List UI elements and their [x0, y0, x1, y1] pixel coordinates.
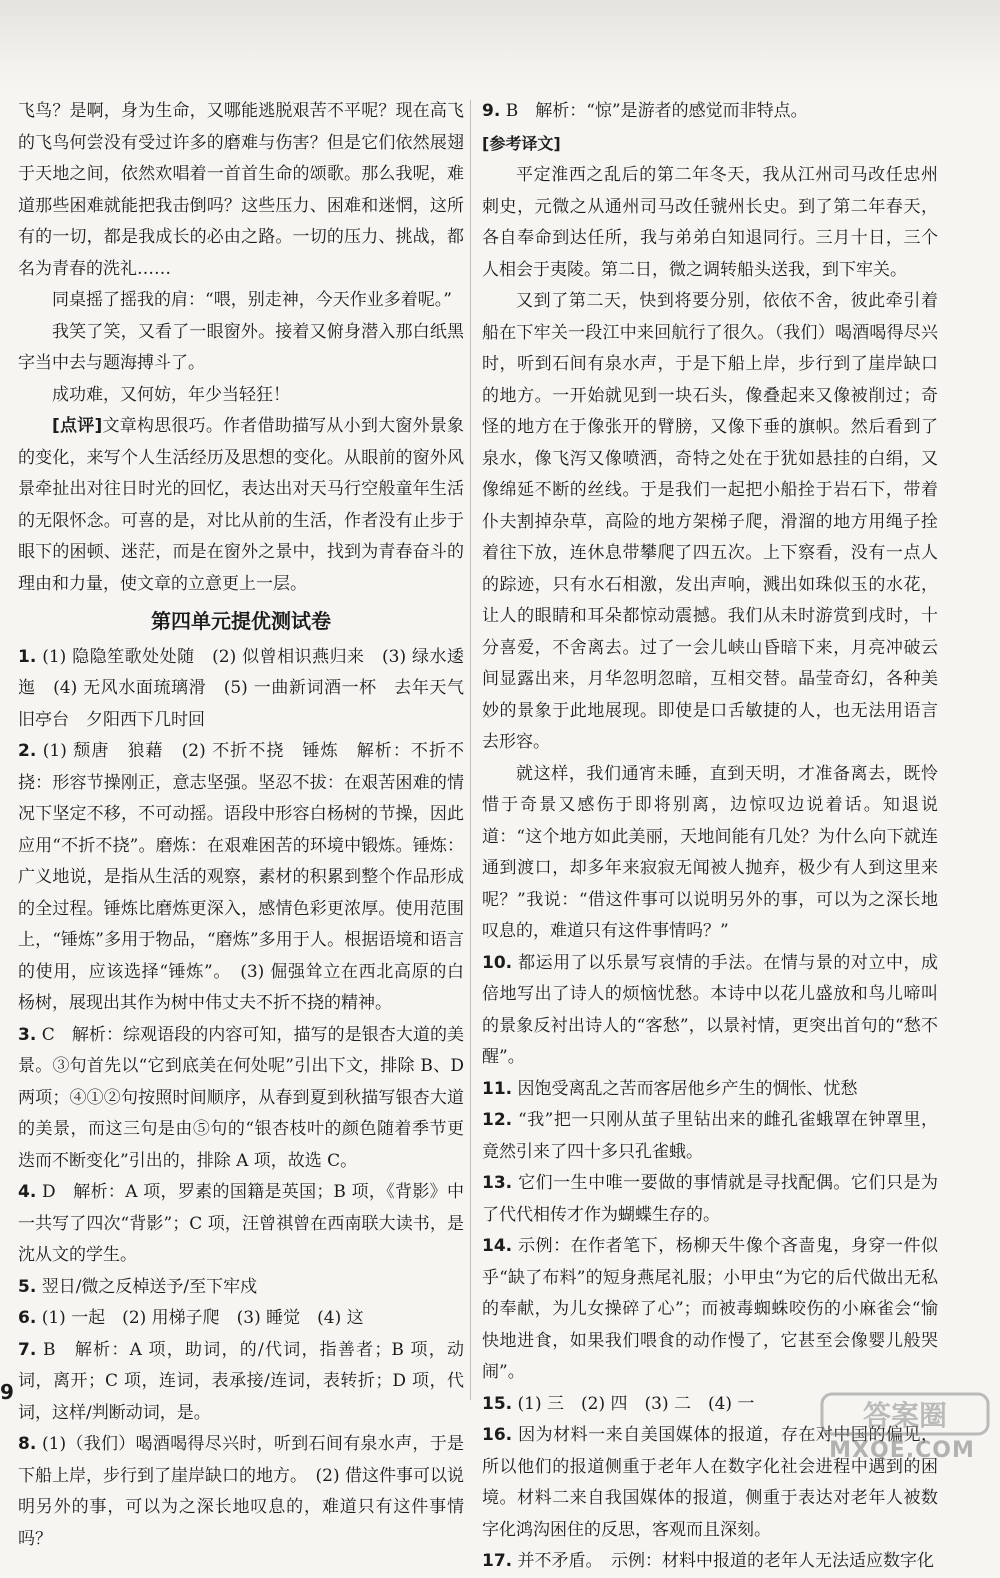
- question-number: 9.: [482, 101, 501, 121]
- section-title: 第四单元提优测试卷: [151, 609, 331, 633]
- essay-paragraph: 我笑了笑，又看了一眼窗外。接着又俯身潜入那白纸黑字当中去与题海搏斗了。: [18, 321, 464, 373]
- answer-text: 都运用了以乐景写哀情的手法。在情与景的对立中，成倍地写出了诗人的烦恼忧愁。本诗中以花儿盛放和鸟儿啼叫的景象反衬出诗人的“客愁”，以景衬情，更突出首句的“愁不醒”。: [482, 952, 939, 1067]
- answer-text: 翌日/微之反棹送予/至下牢戍: [41, 1276, 258, 1297]
- reference-translation-heading: [482, 128, 938, 161]
- question-number: 8.: [18, 1434, 37, 1454]
- comment-paragraph: [18, 411, 464, 600]
- answer-item: [482, 1231, 938, 1389]
- comment-text: 文章构思很巧。作者借助描写从小到大窗外景象的变化，来写个人生活经历及思想的变化。从眼前的窗外风景牵扯出对往日时光的回忆，表达出对天马行空般童年生活的无限怀念。可喜的是，对比从前的生活，作者没有止步于眼下的困顿、迷茫，而是在窗外之景中，找到为青春奋斗的理由和力量，使文章的立意更上一层。: [18, 416, 465, 594]
- watermark-logo-text: 答案圈: [862, 1399, 948, 1432]
- answer-text: 因为材料一来自美国媒体的报道，存在对中国的偏见，所以他们的报道侧重于老年人在数字化社会进程中遇到的困境。材料二来自我国媒体的报道，侧重于表达对老年人被数字化鸿沟困住的反思，客观而且深刻。: [482, 1425, 939, 1540]
- answer-item: [18, 642, 464, 737]
- page-top-shadow: [0, 0, 1000, 95]
- translation-paragraph: 平定淮西之乱后的第二年冬天，我从江州司马改任忠州刺史，元微之从通州司马改任虢州长史。到了第二年春天，各自奉命到达任所，我与弟弟白知退同行。三月十日，三个人相会于夷陵。第二日，微之调转船头送我，到下牢关。: [482, 165, 938, 280]
- left-column: [18, 96, 464, 1555]
- question-number: 11.: [482, 1078, 513, 1099]
- answer-text: (1)（我们）喝酒喝得尽兴时，听到石间有泉水声，于是下船上岸，步行到了崖岸缺口的地方。 (2) 借这件事可以说明另外的事，可以为之深长地叹息的，难道只有这件事情吗？: [18, 1434, 464, 1549]
- answer-text: 因饱受离乱之苦而客居他乡产生的惆怅、忧愁: [517, 1078, 858, 1099]
- column-divider: [470, 100, 471, 1400]
- answer-text: D 解析：A 项，罗素的国籍是英国；B 项，《背影》中一共写了四次“背影”；C 项，汪曾祺曾在西南联大读书，是沈从文的学生。: [18, 1182, 464, 1265]
- question-number: 6.: [18, 1308, 37, 1328]
- essay-paragraph: 飞鸟？是啊，身为生命，又哪能逃脱艰苦不平呢？现在高飞的飞鸟何尝没有受过许多的磨难与伤害？但是它们依然展翅于天地之间，依然欢唱着一首首生命的颂歌。那么我呢，难道那些困难就能把我击倒吗？这些压力、困难和迷惘，这所有的一切，都是我成长的必由之路。一切的压力、挑战，都名为青春的洗礼……: [18, 101, 464, 279]
- right-column: [482, 96, 938, 1578]
- answer-item: [482, 96, 938, 128]
- page-number: 9: [0, 1380, 14, 1404]
- answer-text: (1) 颓唐 狼藉 (2) 不折不挠 锤炼 解析：不折不挠：形容节操刚正，意志坚强。坚忍不拔：在艰苦困难的情况下坚定不移，不可动摇。语段中形容白杨树的节操，因此应用“不折不挠”。磨炼：在艰难困苦的环境中锻炼。锤炼：广义地说，是指从生活的观察，素材的积累到整个作品形成的全过程。锤炼比磨炼更深入，感情色彩更浓厚。使用范围上，“锤炼”多用于物品，“磨炼”多用于人。根据语境和语言的使用，应该选择“锤炼”。 (3) 倔强耸立在西北高原的白杨树，展现出其作为树中伟丈夫不折不挠的精神。: [18, 741, 465, 1013]
- question-number: 2.: [18, 741, 37, 761]
- translation-paragraph: 又到了第二天，快到将要分别，依依不舍，彼此牵引着船在下牢关一段江中来回航行了很久。（我们）喝酒喝得尽兴时，听到石间有泉水声，于是下船上岸，步行到了崖岸缺口的地方。一开始就见到一块石头，像叠起来又像被削过；奇怪的地方在于像张开的臂膀，又像下垂的旗帜。然后看到了泉水，像飞泻又像喷洒，奇特之处在于犹如悬挂的白绢，又像绵延不断的丝线。于是我们一起把小船拴于岩石下，带着仆夫割掉杂草，高险的地方架梯子爬，滑溜的地方用绳子拴着往下放，连休息带攀爬了四五次。上下察看，没有一点人的踪迹，只有水石相激，发出声响，溅出如珠似玉的水花，让人的眼睛和耳朵都惊动震撼。我们从未时游赏到戌时，十分喜爱，不舍离去。过了一会儿峡山昏暗下来，月亮冲破云间显露出来，月华忽明忽暗，互相交替。晶莹奇幻，各种美妙的景象于此地展现。即使是口舌敏捷的人，也无法用语言去形容。: [482, 291, 938, 752]
- answer-item: [18, 1429, 464, 1555]
- answer-text: C 解析：综观语段的内容可知，描写的是银杏大道的美景。③句首先以“它到底美在何处呢”引出下文，排除 B、D 两项；④①②句按照时间顺序，从春到夏到秋描写银杏大道的美景，而这三句是由⑤句的“银杏枝叶的颜色随着季节更迭而不断变化”引出的，排除 A 项，故选 C。: [18, 1024, 465, 1171]
- question-number: 4.: [18, 1182, 37, 1202]
- question-number: 7.: [18, 1339, 37, 1360]
- answer-text: 示例：在作者笔下，杨柳天牛像个吝啬鬼，身穿一件似乎“缺了布料”的短身燕尾礼服；小甲虫“为它的后代做出无私的奉献，为儿女操碎了心”；而被毒蜘蛛咬伤的小麻雀会“愉快地进食，如果我们喂食的动作慢了，它甚至会像婴儿般哭闹”。: [482, 1236, 939, 1382]
- watermark-site: MXQE.COM: [829, 1438, 975, 1463]
- question-number: 5.: [18, 1276, 37, 1297]
- question-number: 14.: [482, 1236, 513, 1256]
- answer-text: (1) 三 (2) 四 (3) 二 (4) 一: [517, 1393, 755, 1414]
- answer-item: [482, 1105, 938, 1168]
- answer-item: [18, 1177, 464, 1272]
- answer-item: [18, 1303, 464, 1335]
- answer-item: [18, 736, 464, 1020]
- answer-item: [18, 1272, 464, 1304]
- answer-text: 并不矛盾。 示例：材料中报道的老年人无法适应数字化: [517, 1551, 935, 1571]
- answer-item: [482, 948, 938, 1074]
- question-number: 17.: [482, 1551, 513, 1571]
- answer-text: (1) 隐隐笙歌处处随 (2) 似曾相识燕归来 (3) 绿水逶迤 (4) 无风水面琉璃滑 (5) 一曲新词酒一杯 去年天气旧亭台 夕阳西下几时回: [18, 646, 465, 730]
- answer-text: B 解析：“惊”是游者的感觉而非特点。: [505, 101, 808, 121]
- watermark-logo: [820, 1390, 990, 1438]
- answer-text: “我”把一只刚从茧子里钻出来的雌孔雀蛾罩在钟罩里，竟然引来了四十多只孔雀蛾。: [482, 1110, 938, 1162]
- question-number: 12.: [482, 1110, 513, 1130]
- essay-paragraph: 同桌摇了摇我的肩：“喂，别走神，今天作业多着呢。”: [52, 290, 452, 310]
- question-number: 13.: [482, 1173, 513, 1193]
- answer-item: [18, 1335, 464, 1430]
- answer-text: 它们一生中唯一要做的事情就是寻找配偶。它们只是为了代代相传才作为蝴蝶生存的。: [482, 1173, 939, 1225]
- essay-paragraph: 成功难，又何妨，年少当轻狂！: [52, 384, 290, 405]
- watermark: [812, 1390, 992, 1480]
- question-number: 10.: [482, 952, 513, 973]
- question-number: 16.: [482, 1425, 513, 1445]
- question-number: 15.: [482, 1393, 513, 1414]
- question-number: 1.: [18, 646, 37, 667]
- question-number: 3.: [18, 1024, 37, 1045]
- comment-tag: [点评]: [52, 416, 103, 436]
- answer-text: B 解析：A 项，助词，的/代词，指善者；B 项，动词，离开；C 项，连词，表承接/连词，表转折；D 项，代词，这样/判断动词，是。: [18, 1339, 465, 1423]
- answer-item: [482, 1074, 938, 1106]
- answer-item: [18, 1020, 464, 1178]
- answer-item: [482, 1546, 938, 1578]
- answer-text: (1) 一起 (2) 用梯子爬 (3) 睡觉 (4) 这: [41, 1308, 364, 1328]
- answer-item: [482, 1168, 938, 1231]
- reference-translation-title: [参考译文]: [482, 133, 561, 153]
- translation-paragraph: 就这样，我们通宵未睡，直到天明，才准备离去，既怜惜于奇景又感伤于即将别离，边惊叹边说着话。知退说道：“这个地方如此美丽，天地间能有几处？为什么向下就连通到渡口，却多年来寂寂无闻被人抛弃，极少有人到这里来呢？”我说：“借这件事可以说明另外的事，可以为之深长地叹息的，难道只有这件事情吗？”: [482, 763, 938, 941]
